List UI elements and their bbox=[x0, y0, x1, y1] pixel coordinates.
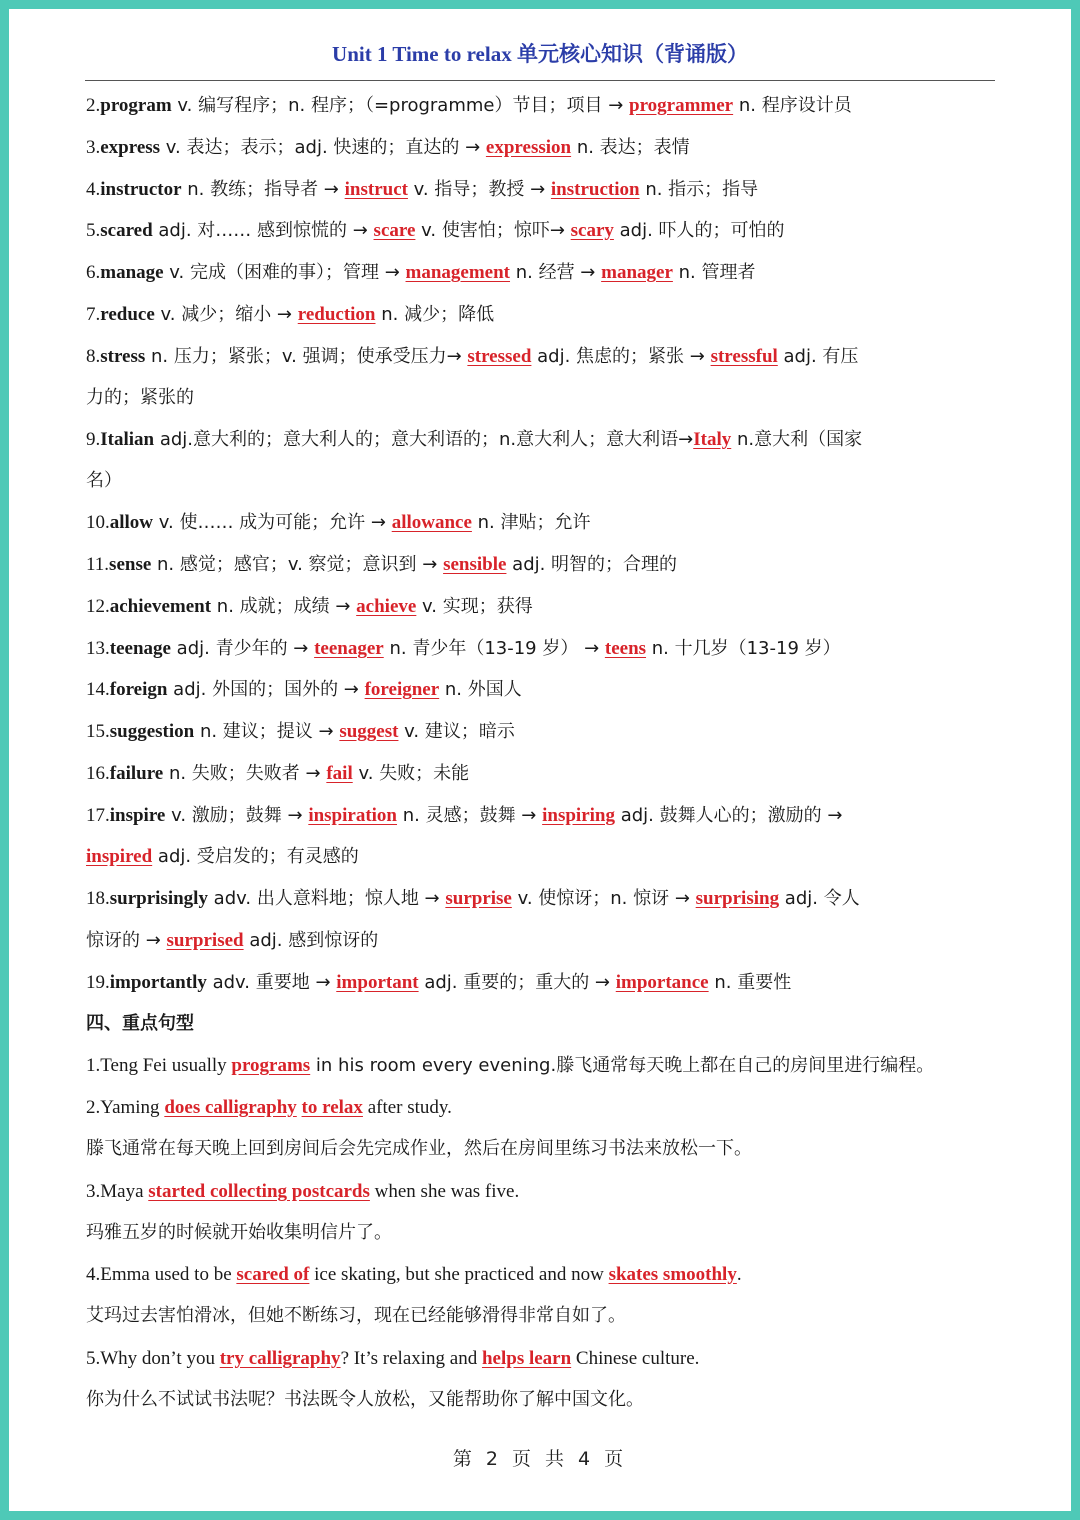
sentence-4-translation: 艾玛过去害怕滑冰，但她不断练习，现在已经能够滑得非常自如了。 bbox=[86, 1305, 626, 1326]
vocab-item-18: 18.surprisingly adv. 出人意料地；惊人地 → surprise v. 使惊讶；n. 惊讶 → surprising adj. 令人 bbox=[86, 888, 860, 909]
vocab-item-17-cont: inspired adj. 受启发的；有灵感的 bbox=[86, 846, 359, 867]
vocab-item-15: 15.suggestion n. 建议；提议 → suggest v. 建议；暗示 bbox=[86, 721, 515, 742]
sentence-2-translation: 滕飞通常在每天晚上回到房间后会先完成作业，然后在房间里练习书法来放松一下。 bbox=[86, 1138, 752, 1159]
header-divider bbox=[85, 80, 995, 81]
sentence-4: 4.Emma used to be scared of ice skating, but she practiced and now skates smoothly. bbox=[86, 1264, 742, 1285]
vocab-item-2: 2.program v. 编写程序；n. 程序；（=programme）节目；项目 → programmer n. 程序设计员 bbox=[86, 95, 852, 116]
vocab-item-5: 5.scared adj. 对…… 感到惊慌的 → scare v. 使害怕；惊吓→ scary adj. 吓人的；可怕的 bbox=[86, 220, 785, 241]
page-number: 第 2 页 共 4 页 bbox=[452, 1448, 628, 1470]
vocab-item-12: 12.achievement n. 成就；成绩 → achieve v. 实现；获得 bbox=[86, 596, 533, 617]
sentence-5-translation: 你为什么不试试书法呢？书法既令人放松，又能帮助你了解中国文化。 bbox=[86, 1389, 644, 1410]
vocab-item-6: 6.manage v. 完成（困难的事）；管理 → management n. 经营 → manager n. 管理者 bbox=[86, 262, 756, 283]
sentence-3-translation: 玛雅五岁的时候就开始收集明信片了。 bbox=[86, 1222, 392, 1243]
vocab-item-13: 13.teenage adj. 青少年的 → teenager n. 青少年（13-19 岁） → teens n. 十几岁（13-19 岁） bbox=[86, 638, 841, 659]
vocab-item-8-cont: 力的；紧张的 bbox=[86, 387, 194, 408]
vocab-item-7: 7.reduce v. 减少；缩小 → reduction n. 减少；降低 bbox=[86, 304, 495, 325]
vocab-item-11: 11.sense n. 感觉；感官；v. 察觉；意识到 → sensible adj. 明智的；合理的 bbox=[86, 554, 678, 575]
vocab-item-16: 16.failure n. 失败；失败者 → fail v. 失败；未能 bbox=[86, 763, 470, 784]
vocab-item-17: 17.inspire v. 激励；鼓舞 → inspiration n. 灵感；鼓舞 → inspiring adj. 鼓舞人心的；激励的 → bbox=[86, 805, 843, 826]
sentence-3: 3.Maya started collecting postcards when she was five. bbox=[86, 1181, 520, 1202]
vocab-item-19: 19.importantly adv. 重要地 → important adj. 重要的；重大的 → importance n. 重要性 bbox=[86, 972, 792, 993]
page-title: Unit 1 Time to relax 单元核心知识（背诵版） bbox=[332, 42, 748, 66]
vocab-item-9-cont: 名） bbox=[86, 470, 122, 491]
vocab-item-18-cont: 惊讶的 → surprised adj. 感到惊讶的 bbox=[86, 930, 379, 951]
vocab-item-9: 9.Italian adj.意大利的；意大利人的；意大利语的；n.意大利人；意大利语→Italy n.意大利（国家 bbox=[86, 429, 863, 450]
sentence-1: 1.Teng Fei usually programs in his room every evening.滕飞通常每天晚上都在自己的房间里进行编程。 bbox=[86, 1055, 935, 1076]
vocab-item-4: 4.instructor n. 教练；指导者 → instruct v. 指导；教授 → instruction n. 指示；指导 bbox=[86, 179, 759, 200]
vocab-item-3: 3.express v. 表达；表示；adj. 快速的；直达的 → expression n. 表达；表情 bbox=[86, 137, 690, 158]
section-title: 四、重点句型 bbox=[86, 1013, 194, 1034]
vocab-item-10: 10.allow v. 使…… 成为可能；允许 → allowance n. 津贴；允许 bbox=[86, 512, 591, 533]
vocab-item-14: 14.foreign adj. 外国的；国外的 → foreigner n. 外国人 bbox=[86, 679, 522, 700]
sentence-5: 5.Why don’t you try calligraphy? It’s relaxing and helps learn Chinese culture. bbox=[86, 1348, 700, 1369]
sentence-2: 2.Yaming does calligraphy to relax after study. bbox=[86, 1097, 452, 1118]
vocab-item-8: 8.stress n. 压力；紧张；v. 强调；使承受压力→ stressed adj. 焦虑的；紧张 → stressful adj. 有压 bbox=[86, 346, 859, 367]
